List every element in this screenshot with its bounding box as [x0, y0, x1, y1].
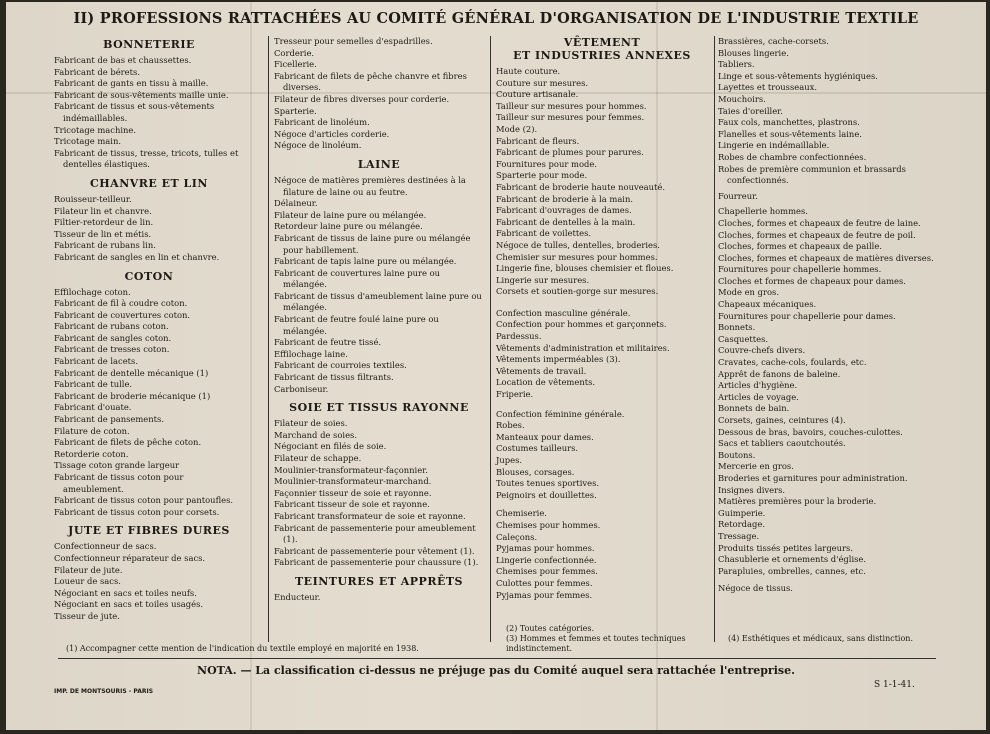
section-heading: ET INDUSTRIES ANNEXES [513, 49, 691, 62]
list-item: Négociant en filés de soie. [274, 441, 387, 452]
list-item: Fabricant de tissus coton pour corsets. [54, 506, 220, 517]
list-item: Corderie. [274, 47, 315, 58]
list-item: Sacs et tabliers caoutchoutés. [718, 438, 846, 449]
list-item: Effilochage laine. [274, 348, 348, 359]
list-item: Fourreur. [718, 190, 758, 201]
list-item: Fournitures pour chapellerie pour dames. [718, 310, 896, 321]
column-divider [490, 36, 491, 642]
list-item: Fabricant de tissus, tresse, tricots, tulles et dentelles élastiques. [54, 147, 239, 170]
section-list [274, 592, 484, 604]
section-list [496, 409, 708, 502]
list-item: Layettes et trousseaux. [718, 82, 818, 93]
list-item: Sparterie pour mode. [496, 170, 588, 181]
printer-mark: IMP. DE MONTSOURIS - PARIS [54, 688, 154, 695]
list-item: Apprêt de fanons de baleine. [718, 368, 841, 379]
list-item: Négoce de tulles, dentelles, broderies. [496, 239, 660, 250]
list-item: Filateur de fibres diverses pour corderie. [274, 93, 450, 104]
document-code: S 1-1-41. [874, 680, 915, 690]
nota-text: NOTA. — La classification ci-dessus ne préjuge pas du Comité auquel sera rattachée l'entreprise. [197, 664, 795, 677]
section-heading: LAINE [357, 157, 401, 171]
list-item: Fabricant de tissus d'ameublement laine pure ou mélangée. [274, 290, 482, 313]
section-heading: JUTE ET FIBRES DURES [68, 524, 230, 538]
list-item: Tresseur pour semelles d'espadrilles. [274, 36, 433, 46]
list-item: Vêtements imperméables (3). [496, 354, 621, 365]
list-item: Lingerie confectionnée. [496, 554, 597, 565]
list-item: Fabricant de courroies textiles. [274, 360, 407, 371]
list-item: Fabricant de tissus de laine pure ou mélangée pour habillement. [274, 232, 471, 255]
section-heading: BONNETERIE [103, 38, 195, 51]
list-item: Tisseur de lin et métis. [54, 228, 152, 239]
list-item: Fabricant de bas et chaussettes. [54, 55, 192, 65]
list-item: Loueur de sacs. [54, 576, 121, 587]
section-list [54, 287, 244, 519]
list-item: Fournitures pour chapellerie hommes. [718, 264, 882, 275]
list-item: Carboniseur. [274, 383, 329, 394]
list-item: Cravates, cache-cols, foulards, etc. [718, 357, 867, 368]
list-item: Tressage. [718, 530, 760, 541]
list-item: Fabricant de plumes pour parures. [496, 147, 644, 158]
list-item: Lingerie fine, blouses chemisier et floues. [496, 263, 674, 274]
list-item: Tailleur sur mesures pour hommes. [496, 100, 647, 111]
list-item: Brassières, cache-corsets. [718, 36, 829, 46]
list-item: Fabricant de tulle. [54, 379, 133, 390]
list-item: Fabricant tisseur de soie et rayonne. [274, 499, 430, 510]
list-item: Fabricant de bérets. [54, 66, 140, 77]
section-list [274, 175, 484, 395]
list-item: Chapeaux mécaniques. [718, 299, 817, 310]
page-title: II) PROFESSIONS RATTACHÉES AU COMITÉ GÉNÉRAL D'ORGANISATION DE L'INDUSTRIE TEXTILE [73, 10, 919, 27]
list-item: Retordeur laine pure ou mélangée. [274, 221, 423, 232]
list-item: Tabliers. [718, 59, 755, 70]
list-item: Guimperie. [718, 507, 766, 518]
list-item: Pardessus. [496, 331, 542, 342]
column-divider [268, 36, 269, 642]
list-item: Mode (2). [496, 123, 538, 134]
list-item: Peignoirs et douillettes. [496, 489, 597, 500]
footnote: (4) Esthétiques et médicaux, sans distinction. [728, 634, 913, 643]
list-item: Chemises pour femmes. [496, 566, 598, 577]
list-item: Moulinier-transformateur-marchand. [274, 476, 432, 487]
list-item: Articles d'hygiène. [718, 380, 798, 391]
list-item: Fabricant de linoléum. [274, 117, 370, 128]
list-item: Tailleur sur mesures pour femmes. [496, 112, 645, 123]
list-item: Insignes divers. [718, 484, 786, 495]
list-item: Robes. [496, 420, 525, 431]
list-item: Négociant en sacs et toiles neufs. [54, 587, 197, 598]
section-heading: TEINTURES ET APPRÊTS [295, 574, 463, 588]
list-item: Fabricant de tresses coton. [54, 344, 170, 355]
list-item: Couture sur mesures. [496, 77, 589, 88]
list-item: Fabricant de passementerie pour vêtement (1). [274, 545, 475, 556]
list-item: Manteaux pour dames. [496, 431, 594, 442]
section-list [718, 36, 940, 187]
list-item: Fabricant de gants en tissu à maille. [54, 78, 209, 89]
list-item: Blouses lingerie. [718, 47, 789, 58]
list-item: Fabricant de pansements. [54, 414, 164, 425]
list-item: Filature de coton. [54, 425, 130, 436]
list-item: Fabricant de rubans coton. [54, 321, 169, 332]
footnote: (1) Accompagner cette mention de l'indication du textile employé en majorité en 1938. [66, 644, 419, 653]
list-item: Pyjamas pour femmes. [496, 589, 593, 600]
list-item: Robes de chambre confectionnées. [718, 151, 867, 162]
list-item: Fabricant de filets de pêche chanvre et fibres diverses. [274, 70, 467, 93]
list-item: Filateur de laine pure ou mélangée. [274, 209, 427, 220]
list-item: Chemisier sur mesures pour hommes. [496, 251, 658, 262]
list-item: Chapellerie hommes. [718, 206, 808, 217]
list-item: Friperie. [496, 389, 534, 400]
section-heading: SOIE ET TISSUS RAYONNE [289, 401, 469, 415]
list-item: Fabricant transformateur de soie et rayonne. [274, 510, 466, 521]
list-item: Fabricant de sous-vêtements maille unie. [54, 89, 229, 100]
list-item: Cloches, formes et chapeaux de matières diverses. [718, 252, 934, 263]
list-item: Fabricant de passementerie pour chaussure (1). [274, 557, 479, 568]
list-item: Fabricant de broderie à la main. [496, 193, 634, 204]
list-item: Tricotage machine. [54, 124, 137, 135]
list-item: Chasublerie et ornements d'église. [718, 554, 867, 565]
column-1 [54, 36, 244, 623]
list-item: Cloches et formes de chapeaux pour dames. [718, 275, 906, 286]
list-item: Délaineur. [274, 198, 318, 209]
list-item: Fabricant d'ouvrages de dames. [496, 205, 632, 216]
list-item: Filateur de schappe. [274, 453, 362, 463]
list-item: Rouisseur-teilleur. [54, 193, 132, 204]
list-item: Flanelles et sous-vêtements laine. [718, 128, 862, 139]
list-item: Confection féminine générale. [496, 408, 625, 419]
footnote: (2) Toutes catégories. [506, 624, 595, 633]
list-item: Fabricant de fleurs. [496, 135, 580, 146]
list-item: Fabricant de tissus filtrants. [274, 372, 394, 383]
section-list [274, 418, 484, 569]
list-item: Fabricant de voilettes. [496, 228, 592, 239]
list-item: Fabricant de dentelles à la main. [496, 216, 636, 227]
list-item: Blouses, corsages. [496, 466, 575, 477]
list-item: Corsets et soutien-gorge sur mesures. [496, 286, 659, 297]
list-item: Cloches, formes et chapeaux de paille. [718, 241, 882, 252]
list-item: Pyjamas pour hommes. [496, 543, 595, 554]
list-item: Enducteur. [274, 591, 321, 602]
list-item: Couvre-chefs divers. [718, 345, 806, 356]
list-item: Jupes. [496, 455, 523, 465]
list-item: Filateur de jute. [54, 564, 123, 575]
list-item: Bonnets. [718, 322, 756, 333]
list-item: Robes de première communion et brassards confectionnés. [718, 163, 906, 186]
list-item: Tisseur de jute. [54, 610, 120, 621]
section-heading: COTON [124, 269, 174, 283]
list-item: Articles de voyage. [718, 391, 799, 402]
list-item: Filtier-retordeur de lin. [54, 217, 154, 228]
list-item: Toutes tenues sportives. [496, 478, 600, 489]
list-item: Retordage. [718, 519, 766, 530]
list-item: Sparterie. [274, 105, 317, 116]
list-item: Fabricant de sangles coton. [54, 332, 172, 343]
list-item: Confection pour hommes et garçonnets. [496, 319, 667, 330]
list-item: Dessous de bras, bavoirs, couches-culottes. [718, 426, 903, 437]
list-item: Moulinier-transformateur-façonnier. [274, 464, 428, 475]
column-4 [718, 36, 940, 595]
list-item: Fabricant de tissus coton pour pantoufles. [54, 495, 234, 506]
list-item: Caleçons. [496, 531, 538, 542]
column-divider [714, 36, 715, 642]
list-item: Broderies et garnitures pour administration. [718, 472, 908, 483]
list-item: Fabricant de feutre tissé. [274, 337, 382, 348]
list-item: Faux cols, manchettes, plastrons. [718, 117, 860, 128]
list-item: Couture artisanale. [496, 89, 579, 100]
list-item: Négoce de linoléum. [274, 140, 362, 151]
list-item: Négoce de tissus. [718, 583, 793, 594]
list-item: Cloches, formes et chapeaux de feutre de laine. [718, 217, 921, 228]
list-item: Costumes tailleurs. [496, 443, 579, 454]
list-item: Cloches, formes et chapeaux de feutre de poil. [718, 229, 916, 240]
list-item: Vêtements de travail. [496, 365, 587, 376]
list-item: Mercerie en gros. [718, 461, 794, 472]
list-item: Mouchoirs. [718, 93, 766, 104]
list-item: Boutons. [718, 449, 756, 460]
section-heading: VÊTEMENT [563, 36, 641, 49]
list-item: Bonnets de bain. [718, 403, 790, 414]
list-item: Ficellerie. [274, 59, 317, 70]
list-item: Corsets, gaines, ceintures (4). [718, 415, 846, 425]
section-list [718, 206, 940, 577]
list-item: Chemiserie. [496, 508, 547, 519]
list-item: Tricotage main. [54, 136, 122, 147]
list-item: Tissage coton grande largeur [54, 460, 180, 471]
list-item: Négoce d'articles corderie. [274, 128, 390, 139]
section-list [54, 541, 244, 622]
list-item: Négoce de matières premières destinées à la filature de laine ou au feutre. [274, 174, 466, 197]
list-item: Haute couture. [496, 66, 561, 76]
fold-line [250, 2, 252, 730]
list-item: Fabricant de lacets. [54, 356, 139, 367]
list-item: Fabricant de tissus et sous-vêtements indémaillables. [54, 101, 215, 123]
section-list [274, 36, 484, 152]
list-item: Location de vêtements. [496, 377, 596, 388]
list-item: Linge et sous-vêtements hygiéniques. [718, 70, 878, 81]
section-list [54, 194, 244, 264]
list-item: Fabricant de broderie haute nouveauté. [496, 181, 666, 192]
section-list [496, 308, 708, 401]
list-item: Marchand de soies. [274, 429, 357, 440]
list-item: Taies d'oreiller. [718, 105, 783, 116]
list-item: Fabricant de passementerie pour ameublement (1). [274, 522, 476, 545]
section-list [718, 191, 940, 203]
list-item: Négociant en sacs et toiles usagés. [54, 599, 204, 610]
list-item: Produits tissés petites largeurs. [718, 542, 853, 553]
list-item: Chemises pour hommes. [496, 519, 601, 530]
section-heading: CHANVRE ET LIN [90, 176, 208, 190]
section-list [496, 66, 708, 298]
list-item: Effilochage coton. [54, 286, 131, 297]
section-list [496, 508, 708, 601]
list-item: Fournitures pour mode. [496, 158, 597, 169]
list-item: Confectionneur réparateur de sacs. [54, 552, 206, 563]
list-item: Confectionneur de sacs. [54, 541, 157, 552]
list-item: Fabricant de sangles en lin et chanvre. [54, 251, 220, 262]
list-item: Fabricant de filets de pêche coton. [54, 437, 202, 448]
list-item: Retorderie coton. [54, 448, 129, 459]
list-item: Fabricant de tissus coton pour ameublement. [54, 472, 184, 494]
list-item: Matières premières pour la broderie. [718, 496, 877, 507]
list-item: Filateur de soies. [274, 418, 348, 429]
list-item: Lingerie sur mesures. [496, 274, 590, 285]
column-2 [274, 36, 484, 604]
list-item: Fabricant de feutre foulé laine pure ou mélangée. [274, 314, 439, 336]
section-list [54, 55, 244, 171]
footnote: (3) Hommes et femmes et toutes techniques indistinctement. [506, 634, 686, 653]
list-item: Culottes pour femmes. [496, 577, 593, 588]
list-item: Fabricant de tapis laine pure ou mélangée. [274, 256, 457, 267]
list-item: Fabricant d'ouate. [54, 402, 132, 413]
divider [58, 658, 936, 659]
list-item: Mode en gros. [718, 287, 779, 298]
list-item: Fabricant de rubans lin. [54, 240, 156, 251]
section-list [718, 583, 940, 595]
list-item: Façonnier tisseur de soie et rayonne. [274, 487, 432, 498]
list-item: Confection masculine générale. [496, 307, 631, 318]
list-item: Fabricant de dentelle mécanique (1) [54, 367, 209, 378]
list-item: Fabricant de couvertures laine pure ou mélangée. [274, 267, 441, 290]
list-item: Fabricant de broderie mécanique (1) [54, 390, 211, 401]
list-item: Vêtements d'administration et militaires. [496, 342, 670, 353]
list-item: Casquettes. [718, 333, 769, 344]
list-item: Filateur lin et chanvre. [54, 205, 152, 216]
list-item: Fabricant de fil à coudre coton. [54, 298, 188, 309]
list-item: Fabricant de couvertures coton. [54, 309, 191, 320]
list-item: Parapluies, ombrelles, cannes, etc. [718, 565, 866, 576]
document-sheet [6, 2, 986, 730]
column-3 [496, 36, 708, 601]
list-item: Lingerie en indémaillable. [718, 140, 830, 151]
